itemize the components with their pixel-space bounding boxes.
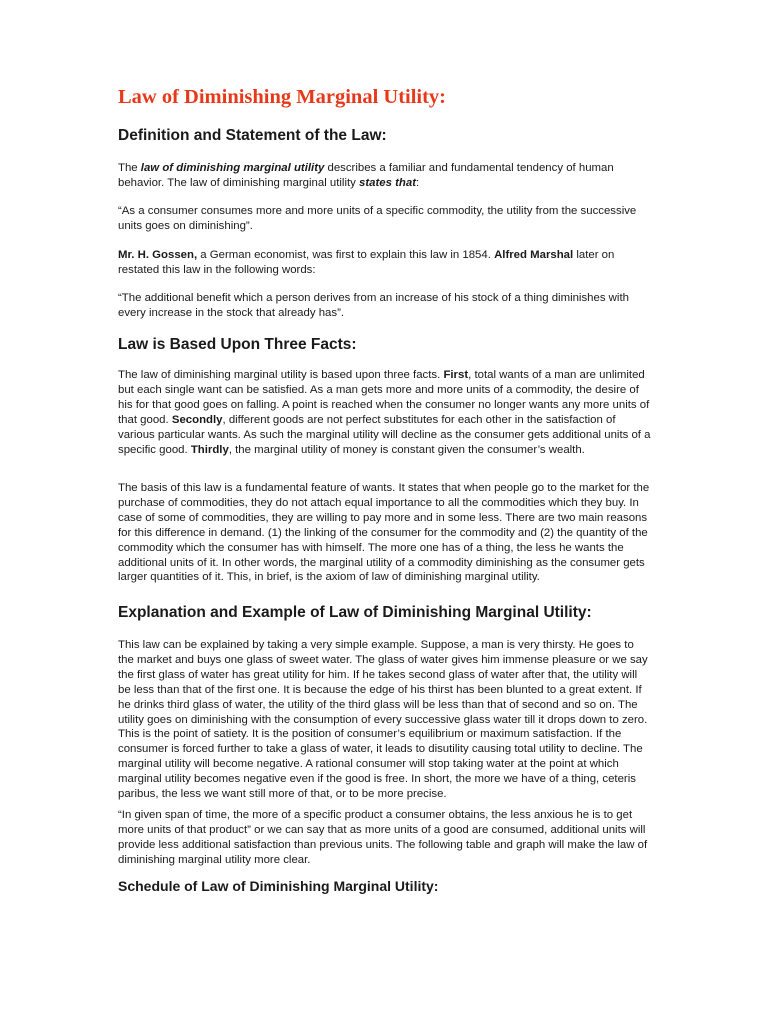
section-heading-explanation: Explanation and Example of Law of Diminishing Marginal Utility: <box>118 604 592 621</box>
quote-marshal: “The additional benefit which a person derives from an increase of his stock of a thing diminishes with every increase in the stock that already has”. <box>118 292 629 319</box>
paragraph-gossen: Mr. H. Gossen, a German economist, was first to explain this law in 1854. Alfred Marshal later on restated this law in the following words: <box>118 249 615 276</box>
paragraph-quote-span: “In given span of time, the more of a specific product a consumer obtains, the less anxious he is to get more units of that product” or we can say that as more units of a good are consumed, additional units will provide less additional satisfaction than previous units. The following table and graph will make the law of diminishing marginal utility more clear. <box>118 809 648 866</box>
section-heading-three-facts: Law is Based Upon Three Facts: <box>118 336 357 353</box>
paragraph-three-facts: The law of diminishing marginal utility is based upon three facts. First, total wants of a man are unlimited but each single want can be satisfied. As a man gets more and more units of a commodity, the desire of his for that good goes on falling. A point is reached when the consumer no longer wants any more units of that good. Secondly, different goods are not perfect substitutes for each other in the satisfaction of various particular wants. As such the marginal utility will decline as the consumer gets additional units of a specific good. Thirdly, the marginal utility of money is constant given the consumer’s wealth. <box>118 369 651 456</box>
page-title: Law of Diminishing Marginal Utility: <box>118 86 447 108</box>
section-heading-definition: Definition and Statement of the Law: <box>118 127 387 144</box>
paragraph-explanation: This law can be explained by taking a very simple example. Suppose, a man is very thirsty. He goes to the market and buys one glass of sweet water. The glass of water gives him immense pleasure or we say the first glass of water has great utility for him. If he takes second glass of water after that, the utility will be less than that of the first one. It is because the edge of his thirst has been blunted to a great extent. If he drinks third glass of water, the utility of the third glass will be less than that of second and so on. The utility goes on diminishing with the consumption of every successive glass water till it drops down to zero. This is the point of satiety. It is the position of consumer’s equilibrium or maximum satisfaction. If the consumer is forced further to take a glass of water, it leads to disutility causing total utility to decline. The marginal utility will become negative. A rational consumer will stop taking water at the point at which marginal utility becomes negative even if the good is free. In short, the more we have of a thing, ceteris paribus, the less we want still more of that, or to be more precise. <box>118 639 648 801</box>
quote-statement: “As a consumer consumes more and more units of a specific commodity, the utility from the successive units goes on diminishing”. <box>118 205 637 232</box>
paragraph-basis: The basis of this law is a fundamental feature of wants. It states that when people go to the market for the purchase of commodities, they do not attach equal importance to all the commodities which they buy. In case of some of commodities, they are willing to pay more and in some less. There are two main reasons for this difference in demand. (1) the linking of the consumer for the commodity and (2) the quantity of the commodity which the consumer has with himself. The more one has of a thing, the less he wants the additional units of it. In other words, the marginal utility of a commodity diminishing as the consumer gets larger quantities of it. This, in brief, is the axiom of law of diminishing marginal utility. <box>118 482 650 584</box>
paragraph-definition: The law of diminishing marginal utility describes a familiar and fundamental tendency of human behavior. The law of diminishing marginal utility states that: <box>118 162 614 189</box>
section-heading-schedule: Schedule of Law of Diminishing Marginal Utility: <box>118 878 439 894</box>
